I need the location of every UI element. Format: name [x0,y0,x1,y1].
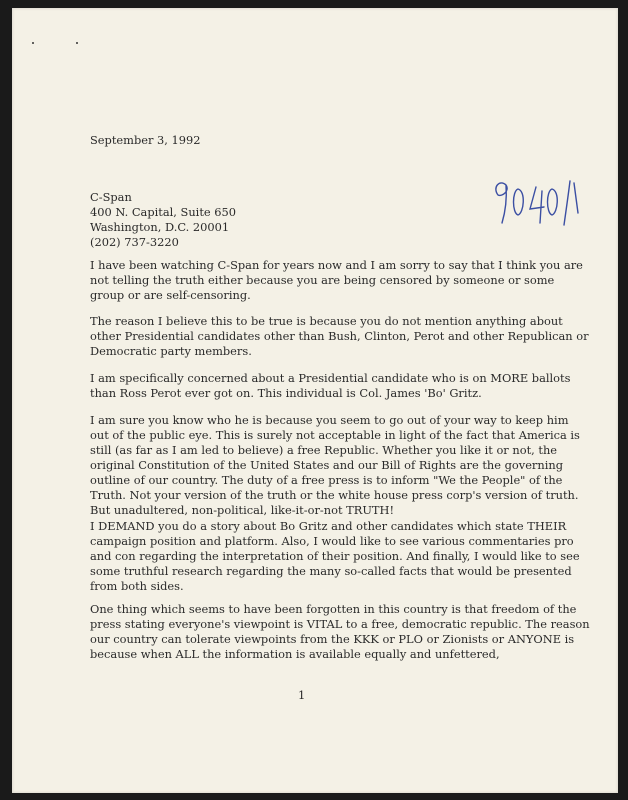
margin-mark [76,42,78,44]
address-line: (202) 737-3220 [90,235,179,249]
paragraph: The reason I believe this to be true is because you do not mention anything about other Presidential candidates other than Bush, Clinton, Perot and other Republican or Democratic party members. [90,314,589,358]
paragraph: One thing which seems to have been forgotten in this country is that freedom of the press stating everyone's viewpoint is VITAL to a free, democratic republic. The reason our country can tolerate viewpoints from the KKK or PLO or Zionists or ANYONE is because when ALL the information is available equally and unfettered, [90,602,590,661]
handwritten-note [490,173,586,233]
page-number: 1 [298,688,306,702]
paragraph: I DEMAND you do a story about Bo Gritz and other candidates which state THEIR campaign position and platform. Also, I would like to see various commentaries pro and con regarding the interpretation of their position. And finally, I would like to see some truthful research regarding the many so-called facts that would be presented from both sides. [90,519,580,593]
address-line: C-Span [90,190,132,204]
recipient-address [90,190,236,250]
paragraph: I am specifically concerned about a Presidential candidate who is on MORE ballots than Ross Perot ever got on. This individual is Col. James 'Bo' Gritz. [90,371,571,400]
address-line: Washington, D.C. 20001 [90,220,230,234]
address-line: 400 N. Capital, Suite 650 [90,205,236,219]
letter-page [12,8,618,793]
margin-mark [32,42,34,44]
paragraph: I am sure you know who he is because you seem to go out of your way to keep him out of the public eye. This is surely not acceptable in light of the fact that America is still (as far as I am led to believe) a free Republic. Whether you like it or not, the original Constitution of the United States and our Bill of Rights are the governing outline of our country. The duty of a free press is to inform "We the People" of the Truth. Not your version of the truth or the white house press corp's version of truth. But unadultered, non-political, like-it-or-not TRUTH! [90,413,580,517]
letter-date: September 3, 1992 [90,133,201,147]
paragraph: I have been watching C-Span for years now and I am sorry to say that I think you are not telling the truth either because you are being censored by someone or some group or are self-censoring. [90,258,583,302]
